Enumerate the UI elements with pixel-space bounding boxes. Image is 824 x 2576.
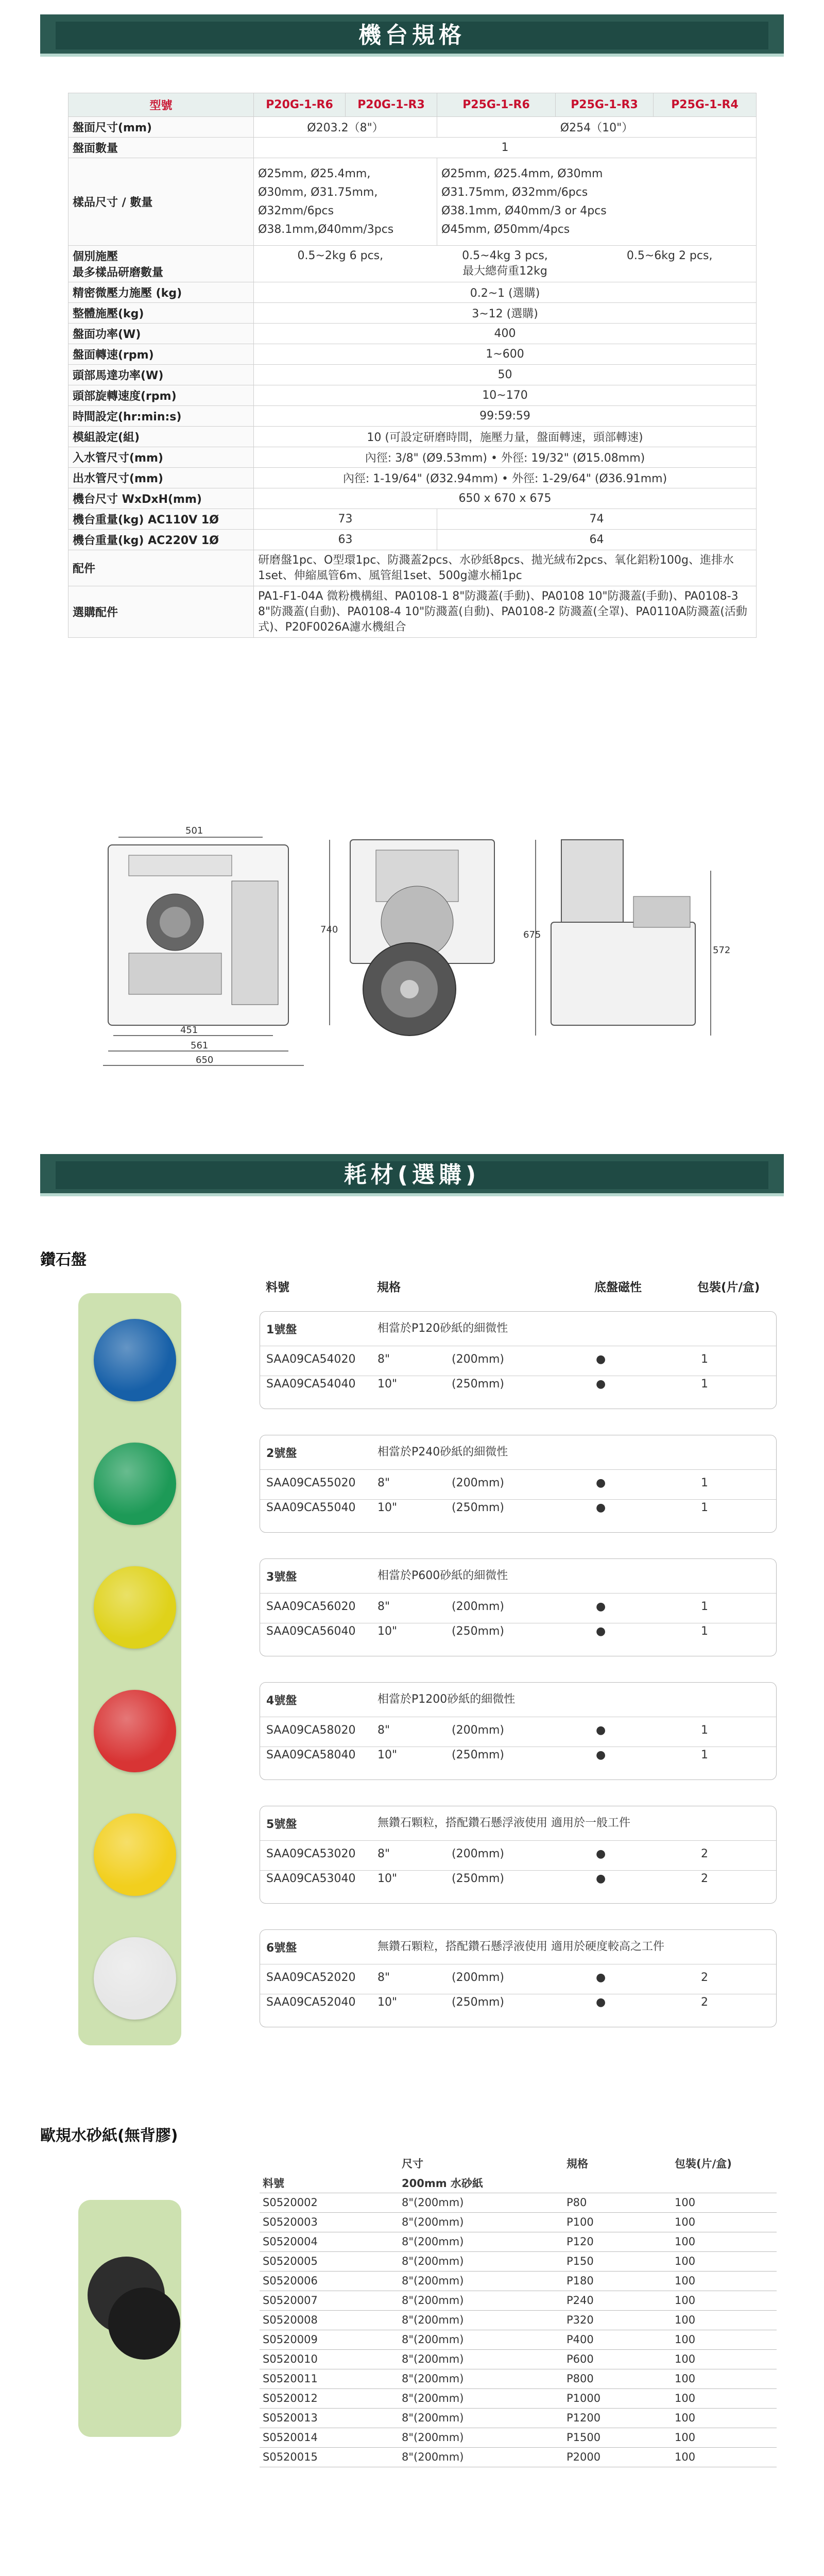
spec-value: 650 x 670 x 675	[254, 488, 757, 509]
part-number: S0520011	[260, 2369, 399, 2388]
spec-value: 74	[437, 509, 757, 530]
holder-line: Ø25mm, Ø25.4mm,	[258, 167, 371, 180]
spec-row	[68, 447, 757, 468]
diamond-pad-block	[260, 1558, 777, 1656]
pad-row	[266, 1625, 770, 1643]
part-number: S0520009	[260, 2330, 399, 2349]
spec-table	[68, 93, 757, 638]
table-row	[260, 2388, 777, 2408]
pads-header-row	[260, 1278, 777, 1298]
pack-qty: 1	[701, 1749, 708, 1761]
model-p25g-r4: P25G-1-R4	[654, 93, 757, 117]
dim-label: 650	[196, 1055, 214, 1065]
size-mm: (200mm)	[452, 1353, 505, 1366]
spec-label: 整體施壓(kg)	[68, 303, 254, 324]
size: 8"(200mm)	[399, 2251, 563, 2271]
grit: P320	[563, 2310, 672, 2330]
table-row	[260, 2447, 777, 2467]
top-view-drawing	[319, 819, 515, 1072]
holder-line: Ø38.1mm, Ø40mm/3 or 4pcs	[441, 204, 607, 217]
pad-name: 6號盤	[266, 1942, 297, 1955]
grit: P400	[563, 2330, 672, 2349]
size: 10"	[377, 1501, 398, 1514]
pad-name: 3號盤	[266, 1571, 297, 1584]
model-p25g-r6: P25G-1-R6	[437, 93, 556, 117]
spec-row	[68, 344, 757, 365]
col-pack: 包裝(片/盒)	[697, 1281, 760, 1294]
pack-qty: 2	[701, 1872, 708, 1885]
spec-label: 機台尺寸 WxDxH(mm)	[68, 488, 254, 509]
holder-line: Ø30mm, Ø31.75mm,	[258, 185, 378, 199]
spec-value: 50	[254, 365, 757, 385]
spec-row	[68, 138, 757, 158]
spec-value: 10~170	[254, 385, 757, 406]
diamond-pad-disc	[94, 1319, 176, 1401]
blank	[672, 2173, 777, 2193]
spec-label: 入水管尺寸(mm)	[68, 447, 254, 468]
spec-title: 機台規格	[56, 22, 768, 49]
spec-value: 3~12 (選購)	[254, 303, 757, 324]
spec-value: 99:59:59	[254, 406, 757, 427]
pad-name: 5號盤	[266, 1818, 297, 1831]
grit: P800	[563, 2369, 672, 2388]
col-size: 尺寸	[402, 2158, 423, 2170]
magnetic-dot: ●	[596, 1996, 606, 2009]
force-label: 個別施壓	[73, 250, 118, 263]
size: 10"	[377, 1749, 398, 1761]
table-row	[260, 2212, 777, 2232]
spec-value: 10 (可設定研磨時間，施壓力量，盤面轉速，頭部轉速)	[254, 427, 757, 447]
pack-qty: 100	[672, 2271, 777, 2291]
diamond-pad-block	[260, 1435, 777, 1533]
pad-row	[266, 1996, 770, 2014]
pad-row	[266, 1353, 770, 1371]
size: 8"	[377, 1724, 390, 1737]
size: 8"(200mm)	[399, 2291, 563, 2310]
part-number: S0520002	[260, 2193, 399, 2212]
eu-paper-title: 歐規水砂紙(無背膠)	[40, 2127, 178, 2145]
part-number: SAA09CA52040	[266, 1996, 356, 2009]
spec-label: 機台重量(kg) AC110V 1Ø	[68, 509, 254, 530]
spec-row	[68, 303, 757, 324]
size: 8"(200mm)	[399, 2232, 563, 2251]
size: 8"	[377, 1971, 390, 1984]
pad-row	[266, 1724, 770, 1742]
pack-qty: 100	[672, 2251, 777, 2271]
part-number: S0520014	[260, 2428, 399, 2447]
force-value: 0.5~2kg 6 pcs,	[297, 249, 384, 262]
spec-value: Ø254（10"）	[437, 117, 757, 138]
size-mm: (200mm)	[452, 1724, 505, 1737]
holder-line: Ø38.1mm,Ø40mm/3pcs	[258, 223, 394, 236]
table-row	[260, 2193, 777, 2212]
col-part: 料號	[266, 1281, 289, 1294]
spec-label: 選購配件	[68, 586, 254, 638]
spec-value	[254, 158, 437, 246]
sandpaper-disc	[108, 2287, 180, 2360]
size: 8"(200mm)	[399, 2193, 563, 2212]
pad-row	[266, 1477, 770, 1495]
spec-value: 64	[437, 530, 757, 550]
pad-name: 1號盤	[266, 1324, 297, 1336]
spec-row	[68, 365, 757, 385]
col-part: 料號	[260, 2173, 399, 2193]
spec-label: 模組設定(組)	[68, 427, 254, 447]
magnetic-dot: ●	[596, 1477, 606, 1489]
part-number: SAA09CA58040	[266, 1749, 356, 1761]
spec-label: 精密微壓力施壓 (kg)	[68, 282, 254, 303]
spec-value: 0.2~1 (選購)	[254, 282, 757, 303]
pad-row	[266, 1378, 770, 1396]
pack-qty: 1	[701, 1600, 708, 1613]
spec-value: 1~600	[254, 344, 757, 365]
pack-qty: 2	[701, 1996, 708, 2009]
magnetic-dot: ●	[596, 1625, 606, 1638]
size-mm: (200mm)	[452, 1477, 505, 1489]
part-number: SAA09CA54020	[266, 1353, 356, 1366]
holder-line: Ø31.75mm, Ø32mm/6pcs	[441, 185, 588, 199]
force-value: 最大總荷重12kg	[462, 265, 547, 278]
holder-line: Ø32mm/6pcs	[258, 204, 334, 217]
part-number: S0520015	[260, 2447, 399, 2467]
pads-title: 鑽石盤	[40, 1251, 87, 1269]
spec-value	[254, 246, 757, 282]
model-p25g-r3: P25G-1-R3	[556, 93, 654, 117]
spec-header-row	[68, 93, 757, 117]
diamond-pad-block	[260, 1682, 777, 1780]
spec-row	[68, 488, 757, 509]
spec-label: 時間設定(hr:min:s)	[68, 406, 254, 427]
part-number: SAA09CA52020	[266, 1971, 356, 1984]
spec-row	[68, 117, 757, 138]
divider	[260, 1469, 776, 1470]
diamond-pad-block	[260, 1806, 777, 1904]
spec-label: 盤面尺寸(mm)	[68, 117, 254, 138]
size-mm: (250mm)	[452, 1501, 505, 1514]
spec-row	[68, 509, 757, 530]
diamond-pad-disc	[94, 1690, 176, 1772]
dim-label: 740	[320, 924, 338, 935]
dim-label: 451	[180, 1025, 198, 1036]
spec-row	[68, 468, 757, 488]
size: 10"	[377, 1625, 398, 1638]
spec-row	[68, 406, 757, 427]
spec-value: 1	[254, 138, 757, 158]
table-row	[260, 2408, 777, 2428]
size-mm: (250mm)	[452, 1996, 505, 2009]
part-number: SAA09CA55040	[266, 1501, 356, 1514]
size: 8"	[377, 1353, 390, 1366]
diamond-pad-disc	[94, 1937, 176, 2020]
dim-label: 501	[185, 825, 203, 836]
spec-label: 配件	[68, 550, 254, 586]
divider	[260, 1870, 776, 1871]
grit: P1200	[563, 2408, 672, 2428]
spec-value: 400	[254, 324, 757, 344]
diamond-pad-disc	[94, 1566, 176, 1649]
spec-row	[68, 530, 757, 550]
pack-qty: 1	[701, 1477, 708, 1489]
spec-row	[68, 158, 757, 246]
part-number: S0520008	[260, 2310, 399, 2330]
spec-row	[68, 324, 757, 344]
divider	[260, 1593, 776, 1594]
spec-row	[68, 586, 757, 638]
divider	[260, 1840, 776, 1841]
force-label: 最多樣品研磨數量	[73, 266, 164, 279]
pad-name: 2號盤	[266, 1447, 297, 1460]
pack-qty: 100	[672, 2447, 777, 2467]
size: 8"(200mm)	[399, 2330, 563, 2349]
grit: P80	[563, 2193, 672, 2212]
pad-description: 相當於P1200砂紙的細微性	[377, 1693, 516, 1706]
model-p20g-r3: P20G-1-R3	[346, 93, 437, 117]
magnetic-dot: ●	[596, 1872, 606, 1885]
size: 8"(200mm)	[399, 2271, 563, 2291]
paper-header-row	[260, 2154, 777, 2173]
part-number: SAA09CA56040	[266, 1625, 356, 1638]
front-view-svg	[98, 819, 314, 1072]
divider	[260, 1499, 776, 1500]
magnetic-dot: ●	[596, 1724, 606, 1737]
pack-qty: 100	[672, 2232, 777, 2251]
spec-banner	[40, 14, 784, 57]
spec-value: Ø203.2（8"）	[254, 117, 437, 138]
spec-label: 樣品尺寸 / 數量	[68, 158, 254, 246]
size: 8"(200mm)	[399, 2388, 563, 2408]
part-number: SAA09CA55020	[266, 1477, 356, 1489]
spec-label: 頭部旋轉速度(rpm)	[68, 385, 254, 406]
grit: P120	[563, 2232, 672, 2251]
spec-value: PA1-F1-04A 微粉機構組、PA0108-1 8"防濺蓋(手動)、PA0108 10"防濺蓋(手動)、PA0108-3 8"防濺蓋(自動)、PA0108-4 10"防濺蓋(自動)、PA0108-2 防濺蓋(全罩)、PA0110A防濺蓋(活動式)、P20F0026A濾水機組合	[254, 586, 757, 638]
pack-qty: 100	[672, 2388, 777, 2408]
pack-qty: 100	[672, 2193, 777, 2212]
size-mm: (250mm)	[452, 1378, 505, 1391]
pad-row	[266, 1749, 770, 1767]
spec-value: 研磨盤1pc、O型環1pc、防濺蓋2pcs、水砂紙8pcs、拋光絨布2pcs、氧化鋁粉100g、進排水1set、伸縮風管6m、風管組1set、500g濾水桶1pc	[254, 550, 757, 586]
eu8-table	[260, 2154, 777, 2467]
spec-row	[68, 427, 757, 447]
grit: P600	[563, 2349, 672, 2369]
size: 8"(200mm)	[399, 2408, 563, 2428]
part-number: S0520003	[260, 2212, 399, 2232]
pad-description: 相當於P600砂紙的細微性	[377, 1569, 508, 1582]
pack-qty: 100	[672, 2428, 777, 2447]
spec-value: 內徑: 1-19/64" (Ø32.94mm) • 外徑: 1-29/64" (Ø36.91mm)	[254, 468, 757, 488]
spec-label: 出水管尺寸(mm)	[68, 468, 254, 488]
size: 8"(200mm)	[399, 2310, 563, 2330]
part-number: S0520010	[260, 2349, 399, 2369]
diamond-pad-disc	[94, 1443, 176, 1525]
size: 8"(200mm)	[399, 2349, 563, 2369]
spec-value: 內徑: 3/8" (Ø9.53mm) • 外徑: 19/32" (Ø15.08mm)	[254, 447, 757, 468]
table-row	[260, 2291, 777, 2310]
front-view-drawing	[98, 819, 314, 1072]
size-mm: (200mm)	[452, 1848, 505, 1860]
table-row	[260, 2310, 777, 2330]
spec-row	[68, 246, 757, 282]
pack-qty: 1	[701, 1353, 708, 1366]
pack-qty: 1	[701, 1625, 708, 1638]
size-mm: (250mm)	[452, 1625, 505, 1638]
pad-row	[266, 1971, 770, 1990]
pack-qty: 100	[672, 2349, 777, 2369]
spec-label: 盤面功率(W)	[68, 324, 254, 344]
size: 10"	[377, 1378, 398, 1391]
dim-label: 572	[713, 945, 731, 956]
diamond-pad-disc	[94, 1814, 176, 1896]
pad-row	[266, 1848, 770, 1866]
spec-value: 63	[254, 530, 437, 550]
paper-subheader-row	[260, 2173, 777, 2193]
part-number: S0520007	[260, 2291, 399, 2310]
blank	[260, 2154, 399, 2173]
spec-row	[68, 385, 757, 406]
grit: P180	[563, 2271, 672, 2291]
spec-label: 機台重量(kg) AC220V 1Ø	[68, 530, 254, 550]
table-row	[260, 2232, 777, 2251]
size: 8"	[377, 1848, 390, 1860]
table-row	[260, 2369, 777, 2388]
magnetic-dot: ●	[596, 1848, 606, 1860]
table-row	[260, 2251, 777, 2271]
size: 8"	[377, 1600, 390, 1613]
grit: P240	[563, 2291, 672, 2310]
size: 8"(200mm)	[399, 2447, 563, 2467]
dim-label: 675	[523, 929, 541, 940]
size-mm: (200mm)	[452, 1971, 505, 1984]
pack-qty: 1	[701, 1724, 708, 1737]
pack-qty: 1	[701, 1378, 708, 1391]
model-p20g-r6: P20G-1-R6	[254, 93, 346, 117]
pads-image-strip	[78, 1293, 181, 2045]
spec-value: 73	[254, 509, 437, 530]
holder-line: Ø25mm, Ø25.4mm, Ø30mm	[441, 167, 603, 180]
magnetic-dot: ●	[596, 1749, 606, 1761]
pack-qty: 2	[701, 1848, 708, 1860]
spec-label: 盤面轉速(rpm)	[68, 344, 254, 365]
part-number: S0520012	[260, 2388, 399, 2408]
pad-name: 4號盤	[266, 1694, 297, 1707]
spec-value	[437, 158, 757, 246]
size: 8"	[377, 1477, 390, 1489]
size: 10"	[377, 1872, 398, 1885]
diamond-pad-block	[260, 1929, 777, 2027]
col-magnetic: 底盤磁性	[594, 1281, 642, 1294]
force-value: 0.5~4kg 3 pcs,	[462, 249, 548, 262]
table-row	[260, 2349, 777, 2369]
part-number: S0520004	[260, 2232, 399, 2251]
part-number: SAA09CA53040	[266, 1872, 356, 1885]
size: 10"	[377, 1996, 398, 2009]
table-row	[260, 2428, 777, 2447]
pack-qty: 100	[672, 2369, 777, 2388]
part-number: SAA09CA53020	[266, 1848, 356, 1860]
magnetic-dot: ●	[596, 1501, 606, 1514]
part-number: S0520013	[260, 2408, 399, 2428]
col-grit: 規格	[566, 2158, 588, 2170]
blank	[563, 2173, 672, 2193]
table-row	[260, 2271, 777, 2291]
pad-row	[266, 1600, 770, 1619]
pack-qty: 1	[701, 1501, 708, 1514]
part-number: SAA09CA56020	[266, 1600, 356, 1613]
pack-qty: 2	[701, 1971, 708, 1984]
side-view-drawing	[520, 819, 731, 1072]
size-mm: (200mm)	[452, 1600, 505, 1613]
pack-qty: 100	[672, 2408, 777, 2428]
pack-qty: 100	[672, 2310, 777, 2330]
top-view-svg	[319, 819, 515, 1072]
model-header: 型號	[68, 93, 254, 117]
spec-label	[68, 246, 254, 282]
consumables-title: 耗材(選購)	[56, 1161, 768, 1189]
grit: P100	[563, 2212, 672, 2232]
grit: P1000	[563, 2388, 672, 2408]
holder-line: Ø45mm, Ø50mm/4pcs	[441, 223, 570, 236]
consumables-banner	[40, 1154, 784, 1196]
part-number: SAA09CA54040	[266, 1378, 356, 1391]
part-number: S0520006	[260, 2271, 399, 2291]
magnetic-dot: ●	[596, 1378, 606, 1391]
pad-description: 相當於P240砂紙的細微性	[377, 1446, 508, 1459]
dim-label: 561	[191, 1040, 209, 1051]
pack-qty: 100	[672, 2212, 777, 2232]
pack-qty: 100	[672, 2291, 777, 2310]
size: 8"(200mm)	[399, 2369, 563, 2388]
pad-row	[266, 1501, 770, 1520]
grit: P2000	[563, 2447, 672, 2467]
magnetic-dot: ●	[596, 1353, 606, 1366]
col-pack: 包裝(片/盒)	[675, 2158, 732, 2170]
magnetic-dot: ●	[596, 1600, 606, 1613]
size: 8"(200mm)	[399, 2428, 563, 2447]
part-number: S0520005	[260, 2251, 399, 2271]
pad-row	[266, 1872, 770, 1891]
size: 8"(200mm)	[399, 2212, 563, 2232]
diamond-pad-block	[260, 1311, 777, 1409]
force-value: 0.5~6kg 2 pcs,	[626, 249, 713, 262]
pad-description: 無鑽石顆粒，搭配鑽石懸浮液使用 適用於一般工件	[377, 1817, 630, 1829]
part-number: SAA09CA58020	[266, 1724, 356, 1737]
col-spec: 規格	[377, 1281, 401, 1294]
magnetic-dot: ●	[596, 1971, 606, 1984]
paper-sub: 200mm 水砂紙	[399, 2173, 563, 2193]
spec-label: 盤面數量	[68, 138, 254, 158]
pad-description: 無鑽石顆粒，搭配鑽石懸浮液使用 適用於硬度較高之工件	[377, 1940, 664, 1953]
grit: P1500	[563, 2428, 672, 2447]
pad-description: 相當於P120砂紙的細微性	[377, 1322, 508, 1335]
spec-row	[68, 550, 757, 586]
table-row	[260, 2330, 777, 2349]
size-mm: (250mm)	[452, 1749, 505, 1761]
side-view-svg	[520, 819, 731, 1072]
size-mm: (250mm)	[452, 1872, 505, 1885]
spec-label: 頭部馬達功率(W)	[68, 365, 254, 385]
spec-row	[68, 282, 757, 303]
pack-qty: 100	[672, 2330, 777, 2349]
grit: P150	[563, 2251, 672, 2271]
